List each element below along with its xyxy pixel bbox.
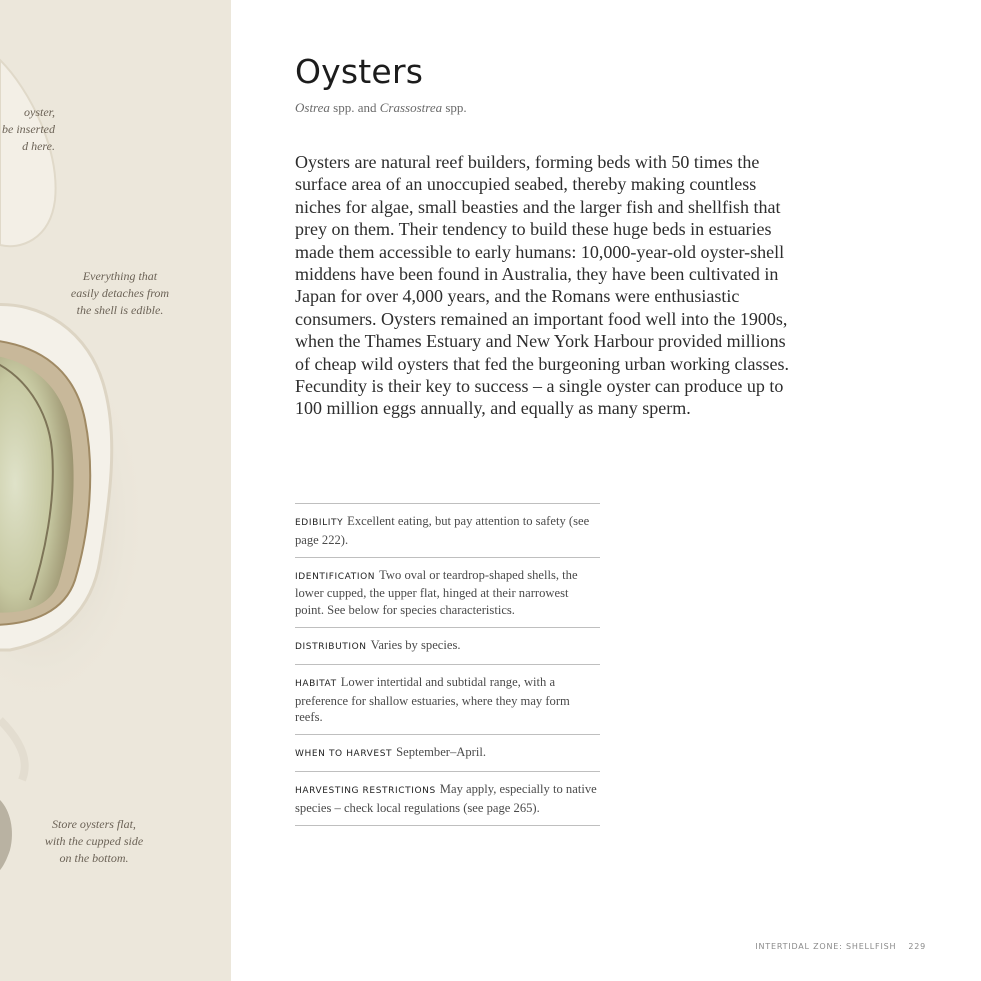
latin-genus-2: Crassostrea	[379, 100, 443, 115]
fact-label: IDENTIFICATION	[295, 571, 376, 582]
fact-distribution	[295, 627, 600, 664]
fact-identification	[295, 557, 600, 627]
section-name: INTERTIDAL ZONE: SHELLFISH	[755, 942, 897, 951]
running-footer	[755, 942, 926, 951]
fact-label: WHEN TO HARVEST	[295, 749, 393, 760]
fact-label: HARVESTING RESTRICTIONS	[295, 785, 436, 796]
fact-label: EDIBILITY	[295, 518, 344, 528]
fact-text: September–April.	[396, 745, 487, 760]
latin-name	[295, 100, 467, 116]
fact-table	[295, 503, 600, 826]
fact-edibility	[295, 503, 600, 557]
photo-panel	[0, 0, 231, 981]
fact-text: Varies by species.	[370, 637, 461, 652]
latin-genus-1: Ostrea	[295, 100, 330, 115]
fact-text: May apply, especially to native species – check local regulations (see page 265).	[295, 781, 597, 815]
fact-label: DISTRIBUTION	[295, 641, 367, 652]
caption-storage: Store oysters flat, with the cupped side on the bottom.	[44, 817, 144, 865]
fact-label: HABITAT	[295, 678, 337, 689]
caption-edible: Everything that easily detaches from the shell is edible.	[70, 269, 170, 317]
fact-when-to-harvest	[295, 734, 600, 771]
fact-text: Excellent eating, but pay attention to safety (see page 222).	[295, 514, 590, 547]
body-paragraph: Oysters are natural reef builders, forming beds with 50 times the surface area of an unoccupied seabed, thereby making countless niches for algae, small beasties and the larger fish and shellfish that prey on them. Their tendency to build these huge beds in estuaries made them accessible to early humans: 10,000-year-old oyster-shell middens have been found in Australia, they have been cultivated in Japan for over 4,000 years, and the Romans were enthusiastic consumers. Oysters remained an important food well into the 1900s, when the Thames Estuary and New York Harbour provided millions of cheap wild oysters that fed the burgeoning urban working classes. Fecundity is their key to success – a single oyster can produce up to 100 million eggs annually, and equally as many sperm.	[295, 152, 790, 419]
fact-text: Two oval or teardrop-shaped shells, the lower cupped, the upper flat, hinged at their narrowest point. See below for species characteristics.	[295, 567, 578, 618]
page-number: 229	[908, 942, 926, 951]
page-title: Oysters	[295, 52, 424, 91]
latin-spp-2: spp.	[442, 100, 467, 115]
caption-knife-insertion: oyster, be inserted d here.	[2, 105, 55, 153]
fact-harvesting-restrictions	[295, 771, 600, 826]
fact-text: Lower intertidal and subtidal range, with a preference for shallow estuaries, where they may form reefs.	[295, 674, 570, 725]
latin-spp-1: spp. and	[329, 100, 380, 115]
fact-habitat	[295, 664, 600, 734]
